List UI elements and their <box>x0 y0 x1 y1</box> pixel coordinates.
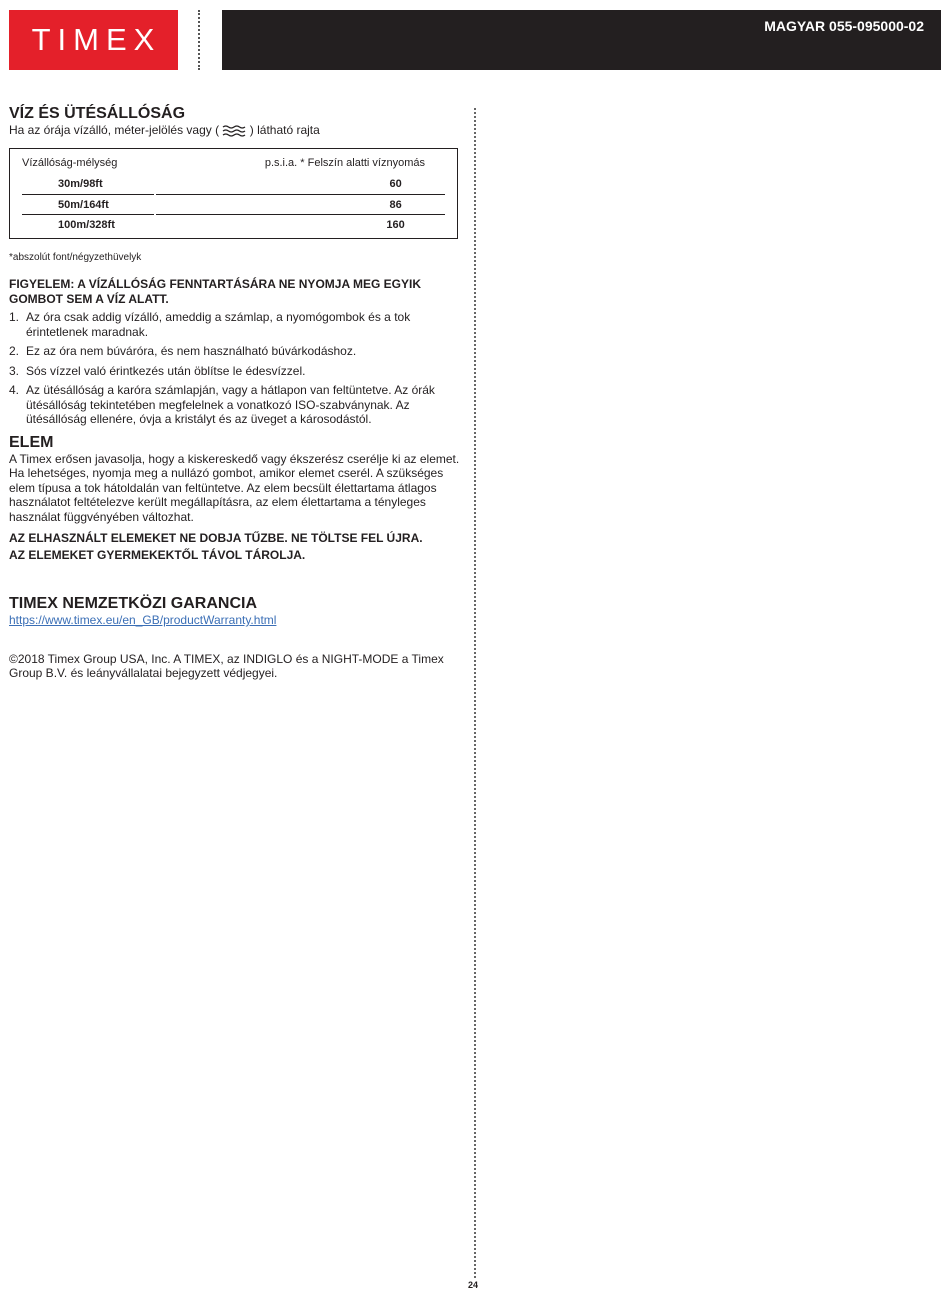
water-resistance-table <box>9 148 458 239</box>
battery-warning-children: AZ ELEMEKET GYERMEKEKTŐL TÁVOL TÁROLJA. <box>9 547 306 562</box>
copyright-text: ©2018 Timex Group USA, Inc. A TIMEX, az INDIGLO és a NIGHT-MODE a Timex Group B.V. és leányvállalatai bejegyzett védjegyei. <box>9 651 444 680</box>
water-list <box>9 310 467 427</box>
table-row <box>22 176 445 195</box>
water-warning: FIGYELEM: A VÍZÁLLÓSÁG FENNTARTÁSÁRA NE NYOMJA MEG EGYIK GOMBOT SEM A VÍZ ALATT. <box>9 277 422 306</box>
header-bar <box>222 10 941 70</box>
depth-cell: 30m/98ft <box>22 176 154 195</box>
warranty-title: TIMEX NEMZETKÖZI GARANCIA <box>9 595 257 612</box>
item-text: Az ütésállóság a karóra számlapján, vagy a hátlapon van feltüntetve. Az órák ütésállóság tekintetében megfelelnek a vonatkozó ISO-szabványnak. Az ütésállóság ellenére, óvja a kristályt és az üveget a károsodástól. <box>26 383 435 426</box>
table-row <box>22 197 445 216</box>
column-divider <box>474 108 476 1278</box>
brand-name: TIMEX <box>31 22 162 57</box>
item-text: Az óra csak addig vízálló, ameddig a számlap, a nyomógombok és a tok érintetlenek maradnak. <box>26 310 411 339</box>
pressure-cell: 60 <box>156 176 445 195</box>
timex-logo <box>9 10 178 70</box>
document-code: MAGYAR 055-095000-02 <box>764 18 924 34</box>
water-intro-after: ) látható rajta <box>249 123 320 137</box>
header-divider <box>198 10 200 70</box>
water-intro-before: Ha az órája vízálló, méter-jelölés vagy ( <box>9 123 220 137</box>
water-intro <box>9 123 467 138</box>
warranty-link[interactable]: https://www.timex.eu/en_GB/productWarranty.html <box>9 613 277 627</box>
table-row <box>22 217 445 235</box>
pressure-cell: 160 <box>386 219 405 231</box>
list-item <box>9 344 467 359</box>
list-item <box>9 364 467 379</box>
item-text: Ez az óra nem búváróra, és nem használható búvárkodáshoz. <box>26 344 357 358</box>
item-number: 4. <box>9 383 20 397</box>
item-number: 1. <box>9 310 20 324</box>
psia-footnote: *abszolút font/négyzethüvelyk <box>9 251 142 263</box>
item-text: Sós vízzel való érintkezés után öblítse le édesvízzel. <box>26 363 306 378</box>
list-item <box>9 310 467 339</box>
water-title: VÍZ ÉS ÜTÉSÁLLÓSÁG <box>9 105 186 122</box>
depth-header: Vízállóság-mélység <box>22 156 118 169</box>
item-number: 3. <box>9 363 20 378</box>
depth-cell: 100m/328ft <box>58 219 115 231</box>
battery-warning-fire: AZ ELHASZNÁLT ELEMEKET NE DOBJA TŰZBE. NE TÖLTSE FEL ÚJRA. <box>9 531 423 545</box>
page-number: 24 <box>468 1280 479 1290</box>
pressure-cell: 86 <box>156 197 445 216</box>
battery-title: ELEM <box>9 433 54 451</box>
pressure-header: p.s.i.a. * Felszín alatti víznyomás <box>264 156 425 169</box>
item-number: 2. <box>9 344 20 358</box>
table-header-row <box>22 154 445 175</box>
list-item <box>9 383 467 427</box>
content-column <box>9 104 467 681</box>
depth-cell: 50m/164ft <box>22 197 154 216</box>
battery-paragraph: A Timex erősen javasolja, hogy a kiskereskedő vagy ékszerész cserélje ki az elemet. Ha lehetséges, nyomja meg a nullázó gombot, amikor elemet cserél. A szükséges elem típusa a tok hátoldalán van feltüntetve. Az elem becsült élettartama átlagos használatot feltételezve került megállapításra, az elem élettartama a tényleges használat függvényében változhat. <box>9 451 460 524</box>
water-resistance-icon <box>222 125 246 137</box>
